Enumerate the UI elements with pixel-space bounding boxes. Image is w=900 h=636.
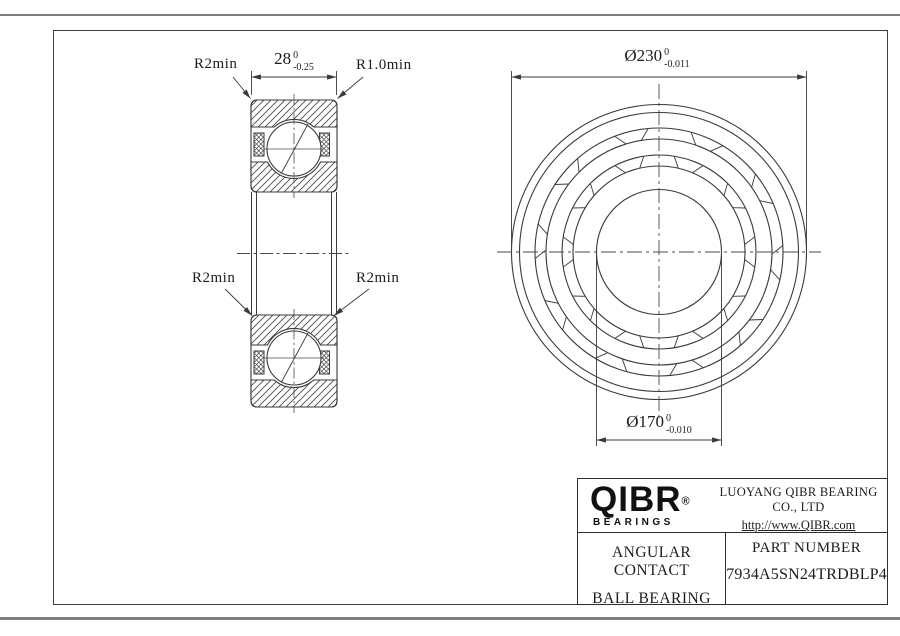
cage-bridge-line [724,183,728,195]
radius-label-top-left: R2min [194,56,238,72]
cage-bridge-line [535,250,546,259]
cross-section-view [225,71,369,413]
cage-bridge-line [745,260,755,268]
cage-bridge-line [595,353,608,359]
cage-bridge-line [538,224,547,234]
leader-r2min-top-left [233,77,251,99]
width-value: 28 [274,49,292,68]
front-view [497,71,821,446]
company-name: LUOYANG QIBR BEARING CO., LTD [719,485,878,514]
part-number-cell [726,533,887,604]
bore-diameter-text [626,413,692,436]
section-top [251,94,337,198]
radius-label-top-right: R1.0min [356,57,412,73]
registered-trademark-icon: ® [681,495,690,508]
width-tolerance [293,50,314,73]
cage-bridge-line [724,308,728,320]
cage-bridge-line [674,156,678,168]
cage-bridge-line [693,166,703,173]
cage-bridge-line [615,331,625,338]
cage-bridge-line [745,237,755,245]
cage-section-left [254,133,264,156]
bore-diameter-value: Ø170 [626,412,664,431]
cage-bridge-line [771,270,780,280]
cage-bridge-line [641,129,648,141]
cage-bridge-line [670,364,677,376]
part-number-label: PART NUMBER [752,540,862,556]
radius-label-mid-right: R2min [356,270,400,286]
cage-bridge-line [590,308,594,320]
cage-bridge-line [590,183,594,195]
cage-bridge-line [615,136,626,144]
tol-upper: 0 [664,47,670,58]
cage-bridge-line [545,301,558,304]
leader-r2min-mid-left [225,289,252,316]
cage-bridge-line [578,158,580,172]
cage-bridge-line [760,201,773,204]
cage-bridge-line [772,246,783,255]
outer-diameter-text [624,47,689,70]
cage-bridge-line [691,132,696,145]
leader-r2min-mid-right [334,289,369,316]
product-type-cell [578,533,726,607]
tol-upper: 0 [293,50,299,61]
dimension-width [252,71,337,95]
cage-bridge-line [710,146,723,152]
company-logo [578,479,710,532]
cage-bridge-line [622,359,627,372]
tol-lower: -0.010 [665,424,692,436]
radius-label-mid-left: R2min [192,270,236,286]
tol-lower: -0.011 [664,58,690,70]
cage-bridge-line [749,320,763,321]
logo-subtext: BEARINGS [593,517,674,528]
cage-bridge-line [693,331,703,338]
cage-bridge-line [640,156,644,168]
bore-diameter-tolerance [666,413,692,436]
title-block [577,478,888,605]
width-dimension-text [274,50,314,73]
outer-diameter-tolerance [664,47,689,70]
logo-text: QIBR [590,480,682,519]
part-number-value: 7934A5SN24TRDBLP4 [726,566,887,583]
product-type-line2: BALL BEARING [592,590,711,607]
cage-section-left [254,351,264,374]
cage-bridge-line [739,332,741,346]
company-info [710,479,887,532]
cage-bridge-line [674,336,678,348]
cage-bridge-line [563,317,567,330]
title-block-header-row [578,479,887,532]
tol-lower: -0.25 [293,61,314,73]
cage-bridge-line [563,260,573,268]
cage-bridge-line [752,174,756,187]
title-block-detail-row [578,532,887,607]
section-bottom [251,309,337,413]
outer-diameter-value: Ø230 [624,46,663,65]
product-type-line1: ANGULAR CONTACT [611,544,692,579]
tol-upper: 0 [665,413,671,424]
cage-bridge-line [692,360,703,368]
company-website-link[interactable]: http://www.QIBR.com [741,518,856,532]
cage-bridge-line [555,184,569,185]
cage-bridge-line [563,237,573,245]
leader-r1min-top-right [338,77,364,99]
cage-bridge-line [615,166,625,173]
cage-bridge-line [640,336,644,348]
